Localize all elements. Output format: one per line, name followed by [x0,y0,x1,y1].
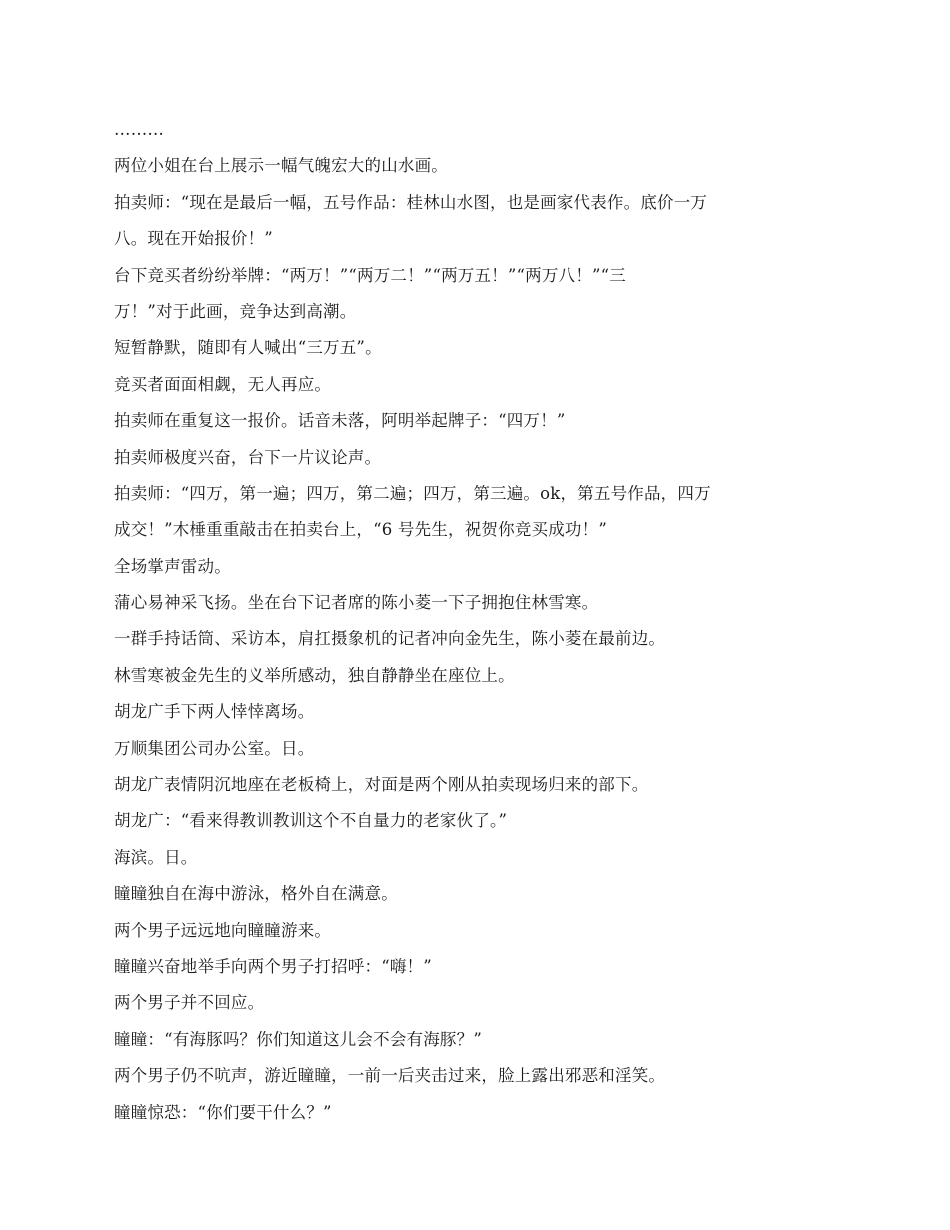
text-line: 万顺集团公司办公室。日。 [114,738,315,758]
text-line: 拍卖师：“现在是最后一幅，五号作品：桂林山水图，也是画家代表作。底价一万 [114,192,708,212]
text-line: 八。现在开始报价！” [114,229,273,249]
text-line: 瞳瞳独自在海中游泳，格外自在满意。 [114,884,398,904]
text-line: 台下竞买者纷纷举牌：“两万！”“两万二！”“两万五！”“两万八！”“三 [114,265,626,285]
text-line: 瞳瞳惊恐：“你们要干什么？” [114,1102,332,1122]
text-line: 两位小姐在台上展示一幅气魄宏大的山水画。 [114,156,448,176]
text-line: 胡龙广表情阴沉地座在老板椅上，对面是两个刚从拍卖现场归来的部下。 [114,775,649,795]
text-line: 胡龙广手下两人悻悻离场。 [114,702,315,722]
text-line: 两个男子并不回应。 [114,993,265,1013]
text-line: 蒲心易神采飞扬。坐在台下记者席的陈小菱一下子拥抱住林雪寒。 [114,593,599,613]
text-line: 拍卖师：“四万，第一遍；四万，第二遍；四万，第三遍。ok，第五号作品，四万 [114,483,711,503]
text-line: ……… [114,120,165,139]
text-line: 林雪寒被金先生的义举所感动，独自静静坐在座位上。 [114,665,515,685]
text-line: 两个男子远远地向瞳瞳游来。 [114,920,332,940]
text-line: 一群手持话筒、采访本，肩扛摄象机的记者冲向金先生，陈小菱在最前边。 [114,629,666,649]
text-line: 海滨。日。 [114,847,198,867]
text-line: 万！”对于此画，竞争达到高潮。 [114,301,357,321]
text-line: 拍卖师极度兴奋，台下一片议论声。 [114,447,382,467]
text-line: 拍卖师在重复这一报价。话音未落，阿明举起牌子：“四万！” [114,411,566,431]
text-line: 瞳瞳兴奋地举手向两个男子打招呼：“嗨！” [114,956,432,976]
text-line: 竞买者面面相觑，无人再应。 [114,374,332,394]
text-line: 成交！”木棰重重敲击在拍卖台上，“6 号先生，祝贺你竞买成功！” [114,520,607,540]
text-line: 短暂静默，随即有人喊出“三万五”。 [114,338,382,358]
text-line: 胡龙广：“看来得教训教训这个不自量力的老家伙了。” [114,811,508,831]
text-line: 全场掌声雷动。 [114,556,231,576]
text-line: 瞳瞳：“有海豚吗？你们知道这儿会不会有海豚？” [114,1029,482,1049]
text-line: 两个男子仍不吭声，游近瞳瞳，一前一后夹击过来，脸上露出邪恶和淫笑。 [114,1066,666,1086]
script-text [114,112,794,1131]
